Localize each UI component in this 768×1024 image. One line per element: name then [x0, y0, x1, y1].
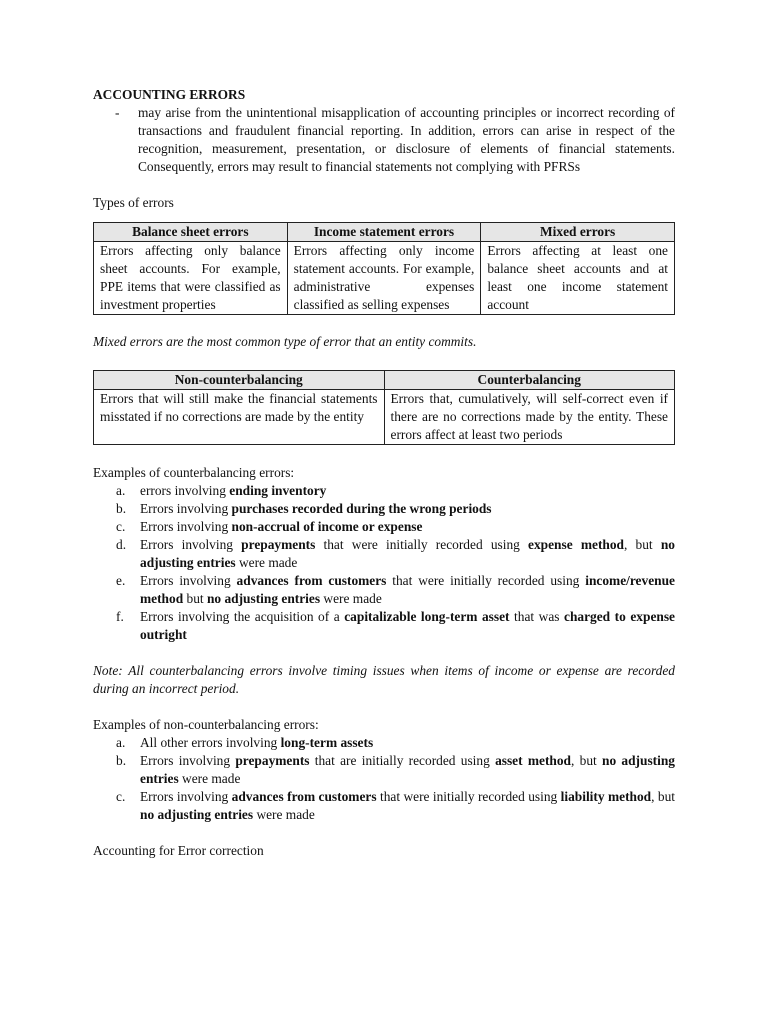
document-page	[93, 86, 675, 860]
table-header: Balance sheet errors	[94, 223, 288, 242]
list-item	[93, 608, 675, 644]
list-marker: b.	[116, 501, 127, 516]
table-header-row	[94, 371, 675, 390]
page-title: ACCOUNTING ERRORS	[93, 87, 246, 102]
list-item-text	[140, 518, 675, 536]
list-item	[93, 752, 675, 788]
text-run: that were initially recorded using	[315, 537, 529, 552]
table-header: Counterbalancing	[384, 371, 675, 390]
table-header: Non-counterbalancing	[94, 371, 385, 390]
table-cell: Errors that, cumulatively, will self-correct even if there are no corrections made by the entity. These errors affect at least two periods	[384, 390, 675, 445]
table-header: Income statement errors	[287, 223, 481, 242]
text-run: Errors involving	[140, 501, 232, 516]
table-header: Mixed errors	[481, 223, 675, 242]
emphasized-text: no adjusting entries	[140, 537, 675, 570]
emphasized-text: advances from customers	[236, 573, 387, 588]
list-item	[93, 788, 675, 824]
list-item	[93, 500, 675, 518]
table-row	[94, 390, 675, 445]
list-marker: d.	[116, 537, 127, 552]
list-marker: f.	[116, 609, 124, 624]
text-run: that were initially recorded using	[386, 573, 586, 588]
text-run: that was	[509, 609, 565, 624]
emphasized-text: advances from customers	[231, 789, 377, 804]
list-item	[93, 536, 675, 572]
list-item	[93, 572, 675, 608]
list-item	[93, 734, 675, 752]
emphasized-text: purchases recorded during the wrong periods	[231, 501, 492, 516]
text-run: , but	[624, 537, 661, 552]
table-cell: Errors affecting only income statement accounts. For example, administrative expenses classified as selling expenses	[287, 242, 481, 315]
text-run: Errors involving	[140, 519, 232, 534]
list-item-text	[140, 500, 675, 518]
emphasized-text: no adjusting entries	[140, 753, 675, 786]
non-counterbalancing-list	[93, 734, 675, 824]
intro-bullet: -	[115, 105, 120, 120]
table-row	[94, 242, 675, 315]
emphasized-text: capitalizable long-term asset	[344, 609, 510, 624]
intro-text: may arise from the unintentional misapplication of accounting principles or incorrect recording of transactions and fraudulent financial reporting. In addition, errors can arise in respect of the recognition, measurement, presentation, or disclosure of elements of financial statements. Consequently, errors may result to financial statements not complying with PFRSs	[138, 105, 675, 174]
list-marker: c.	[116, 519, 126, 534]
counterbalancing-table	[93, 370, 675, 445]
list-marker: c.	[116, 789, 126, 804]
list-item-text	[140, 788, 675, 824]
types-label: Types of errors	[93, 195, 174, 210]
counterbalancing-examples-label: Examples of counterbalancing errors:	[93, 465, 295, 480]
list-item-text	[140, 752, 675, 788]
list-item-text	[140, 734, 675, 752]
text-run: were made	[253, 807, 315, 822]
text-run: , but	[571, 753, 602, 768]
emphasized-text: ending inventory	[229, 483, 327, 498]
list-marker: a.	[116, 735, 126, 750]
text-run: that are initially recorded using	[309, 753, 496, 768]
text-run: but	[183, 591, 207, 606]
text-run: were made	[235, 555, 298, 570]
text-run: Errors involving	[140, 537, 242, 552]
emphasized-text: prepayments	[235, 753, 310, 768]
list-item-text	[140, 482, 675, 500]
list-item-text	[140, 572, 675, 608]
list-item-text	[140, 608, 675, 644]
intro-paragraph	[93, 104, 675, 176]
list-marker: e.	[116, 573, 126, 588]
text-run: , but	[651, 789, 675, 804]
text-run: Errors involving	[140, 789, 232, 804]
emphasized-text: no adjusting entries	[140, 807, 254, 822]
table-cell: Errors affecting only balance sheet accounts. For example, PPE items that were classified as investment properties	[94, 242, 288, 315]
text-run: Errors involving	[140, 573, 237, 588]
emphasized-text: asset method	[495, 753, 571, 768]
table-cell: Errors that will still make the financial statements misstated if no corrections are made by the entity	[94, 390, 385, 445]
list-item-text	[140, 536, 675, 572]
non-counterbalancing-examples-label: Examples of non-counterbalancing errors:	[93, 717, 319, 732]
emphasized-text: long-term assets	[280, 735, 374, 750]
error-types-table	[93, 222, 675, 315]
emphasized-text: no adjusting entries	[206, 591, 321, 606]
emphasized-text: charged to expense outright	[140, 609, 675, 642]
text-run: were made	[320, 591, 382, 606]
text-run: that were initially recorded using	[376, 789, 561, 804]
text-run: Errors involving	[140, 753, 236, 768]
emphasized-text: expense method	[528, 537, 624, 552]
mixed-errors-note: Mixed errors are the most common type of error that an entity commits.	[93, 334, 477, 349]
emphasized-text: non-accrual of income or expense	[231, 519, 423, 534]
text-run: errors involving	[140, 483, 230, 498]
list-item	[93, 518, 675, 536]
table-header-row	[94, 223, 675, 242]
list-item	[93, 482, 675, 500]
emphasized-text: prepayments	[241, 537, 316, 552]
list-marker: b.	[116, 753, 127, 768]
text-run: All other errors involving	[140, 735, 281, 750]
list-marker: a.	[116, 483, 126, 498]
emphasized-text: income/revenue method	[140, 573, 675, 606]
timing-note: Note: All counterbalancing errors involve timing issues when items of income or expense are recorded during an incorrect period.	[93, 663, 675, 696]
table-cell: Errors affecting at least one balance sheet accounts and at least one income statement account	[481, 242, 675, 315]
emphasized-text: liability method	[560, 789, 652, 804]
counterbalancing-list	[93, 482, 675, 644]
section-heading: Accounting for Error correction	[93, 843, 264, 858]
text-run: Errors involving the acquisition of a	[140, 609, 345, 624]
text-run: were made	[178, 771, 241, 786]
